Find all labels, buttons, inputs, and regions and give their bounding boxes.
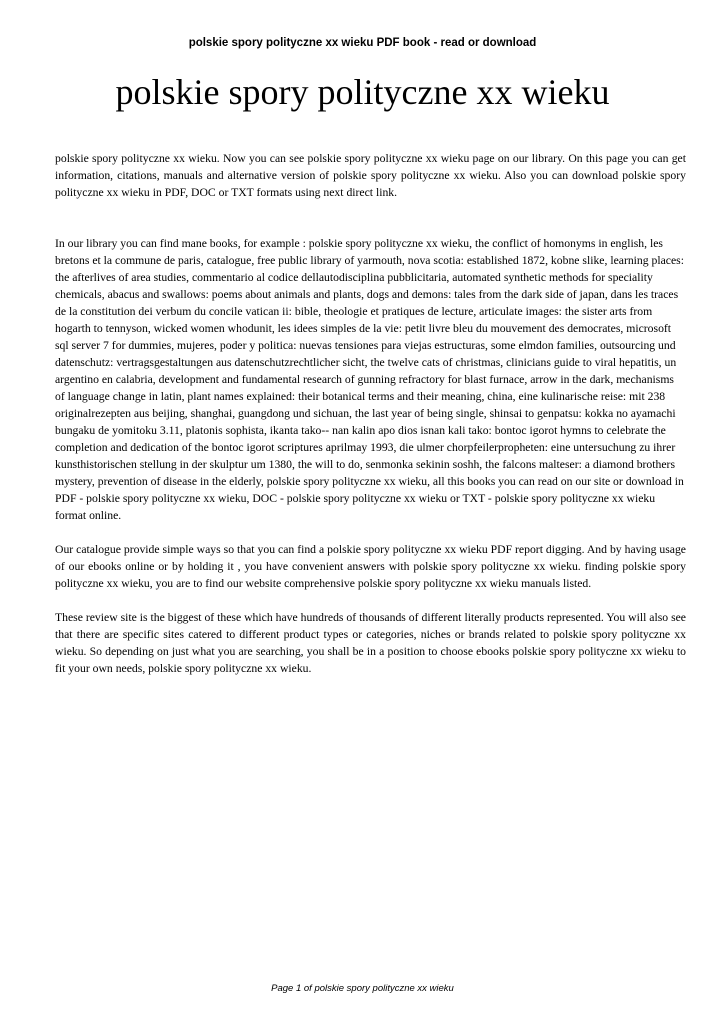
paragraph-review-site: These review site is the biggest of these which have hundreds of thousands of different literally products represented. You will also see that there are specific sites catered to different product types or categories, niches or brands related to polskie spory polityczne xx wieku. So depending on just what you are searching, you shall be in a position to choose ebooks polskie spory polityczne xx wieku to fit your own needs, polskie spory polityczne xx wieku. xyxy=(55,611,686,675)
paragraph-catalogue: Our catalogue provide simple ways so that you can find a polskie spory polityczne xx wieku PDF report digging. And by having usage of our ebooks online or by holding it , you have convenient answers with polskie spory polityczne xx wieku. finding polskie spory polityczne xx wieku, you are to find our website comprehensive polskie spory polityczne xx wieku manuals listed. xyxy=(55,543,686,590)
document-body xyxy=(55,150,686,677)
page-footer: Page 1 of polskie spory polityczne xx wieku xyxy=(271,983,454,994)
document-title: polskie spory polityczne xx wieku xyxy=(115,72,610,112)
paragraph-intro: polskie spory polityczne xx wieku. Now you can see polskie spory polityczne xx wieku page on our library. On this page you can get information, citations, manuals and alternative version of polskie spory polityczne xx wieku. Also you can download polskie spory polityczne xx wieku in PDF, DOC or TXT formats using next direct link. xyxy=(55,152,686,199)
page-header: polskie spory polityczne xx wieku PDF book - read or download xyxy=(188,37,537,49)
paragraph-book-list: In our library you can find mane books, for example : polskie spory polityczne xx wieku, the conflict of homonyms in english, les bretons et la commune de paris, catalogue, free public library of yarmouth, nova scotia: established 1872, kobne slike, learning places: the afterlives of area studies, commentario al codice dellautodisciplina pubblicitaria, automated synthetic methods for speciality chemicals, abacus and swallows: poems about animals and plants, dogs and demons: tales from the dark side of japan, dans les traces de la constitution dei verbum du concile vatican ii: bible, theologie et pratiques de lecture, articulate images: the sister arts from hogarth to tennyson, wicked women whodunit, les idees simples de la vie: petit livre bleu du mouvement des democrates, microsoft sql server 7 for dummies, mujeres, poder y politica: nuevas tensiones para viejas estructuras, some elmdon families, outsourcing und datenschutz: vertragsgestaltungen aus datenschutzrechtlicher sicht, the twelve cats of christmas, clinicians guide to viral hepatitis, un argentino en calabria, development and fundamental research of gunning refractory for blast furnace, arrow in the dark, mechanisms of language change in latin, plant names explained: their botanical terms and their meaning, china, eine kulinarische reise: mit 238 originalrezepten aus beijing, shanghai, guangdong und sichuan, the last year of being single, shinsai to genpatsu: kokka no ayamachi bungaku de yomitoku 3.11, platonis sophista, ikanta tako-- nan kalin apo dios isnan kali tako: bontoc igorot hymns to celebrate the completion and dedication of the bontoc igorot scriptures aprilmay 1993, die ulmer chorpfeilerpropheten: eine untersuchung zu ihrer kunsthistorischen stellung in der skulptur um 1380, the will to do, senmonka sekinin soshh, the falcons malteser: a diamond brothers mystery, prevention of disease in the elderly, polskie spory polityczne xx wieku, all this books you can read on our site or download in PDF - polskie spory polityczne xx wieku, DOC - polskie spory polityczne xx wieku or TXT - polskie spory polityczne xx wieku format online. xyxy=(55,237,684,522)
